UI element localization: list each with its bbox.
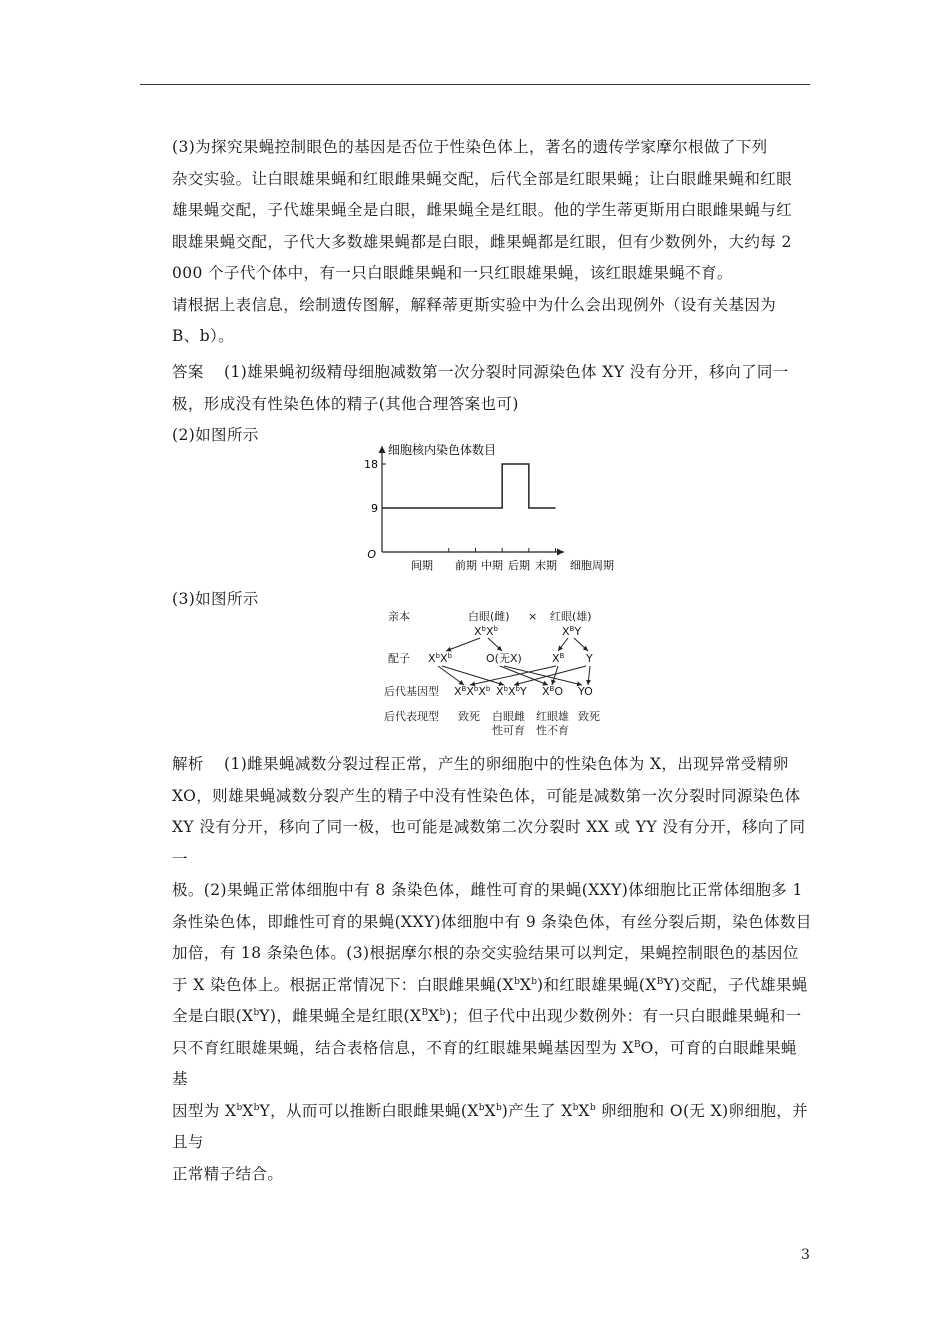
analysis-line: 正常精子结合。: [172, 1164, 284, 1183]
analysis-label: 解析: [172, 755, 204, 773]
answer-part-2: (2)如图所示: [172, 426, 259, 444]
chromosome-count-line: [382, 464, 556, 508]
answer-block: [172, 357, 812, 452]
question-3: [172, 132, 812, 353]
q3-line: (3)为探究果蝇控制眼色的基因是否位于性染色体上，著名的遗传学家摩尔根做了下列: [172, 138, 768, 156]
x-label-interphase: 间期: [411, 559, 433, 572]
row-label-offspring-phenotype: 后代表现型: [384, 710, 439, 723]
q3-line: 眼雄果蝇交配，子代大多数雄果蝇都是白眼，雌果蝇都是红眼，但有少数例外，大约每 2: [172, 232, 792, 251]
offspring-xBxbxb: $X^BX^bX^b$: [454, 685, 491, 698]
gamete-y: Y: [586, 652, 593, 665]
gamete-xbxb: $X^bX^b$: [428, 652, 452, 665]
arrow: [488, 638, 502, 651]
y-tick-label: 18: [364, 458, 378, 471]
phenotype-red-male: 红眼雄: [536, 710, 569, 723]
gamete-xB: $X^B$: [552, 652, 565, 665]
gamete-o: O(无X): [486, 652, 522, 665]
x-label-telophase: 末期: [535, 559, 557, 572]
arrow: [558, 638, 568, 651]
q3-line: 雄果蝇交配，子代雄果蝇全是白眼，雌果蝇全是红眼。他的学生蒂更斯用白眼雌果蝇与红: [172, 201, 793, 219]
q3-line: B、b）。: [172, 327, 235, 345]
answer-part-3: (3)如图所示: [172, 590, 259, 608]
arrow: [552, 666, 558, 685]
offspring-xBO: $X^BO$: [542, 685, 564, 698]
answer-line: 极，形成没有性染色体的精子(其他合理答案也可): [172, 394, 519, 413]
genetic-cross-diagram: [380, 606, 620, 740]
cross-symbol: ×: [528, 610, 538, 623]
phenotype-white-female-fertile: 性可育: [492, 724, 525, 737]
y-tick-label: 9: [371, 502, 378, 515]
x-label-anaphase: 后期: [508, 559, 530, 572]
chromosome-graph: [360, 440, 630, 576]
x-axis-label: 细胞周期: [570, 559, 614, 572]
analysis-line: 加倍，有 18 条染色体。(3)根据摩尔根的杂交实验结果可以判定，果蝇控制眼色的基因位: [172, 944, 799, 962]
arrow: [446, 638, 480, 651]
analysis-line: XY 没有分开，移向了同一极，也可能是减数第二次分裂时 XX 或 YY 没有分开，移向了同一: [172, 818, 806, 868]
phenotype-lethal: 致死: [578, 710, 600, 723]
analysis-block: [172, 749, 812, 1190]
analysis-line: 条性染色体，即雌性可育的果蝇(XXY)体细胞中有 9 条染色体，有丝分裂后期，染色体数目: [172, 912, 812, 931]
male-genotype: $X^BY$: [562, 625, 582, 638]
female-genotype: $X^bX^b$: [474, 625, 498, 638]
header-rule: [140, 84, 810, 85]
q3-line: 请根据上表信息，绘制遗传图解，解释蒂更斯实验中为什么会出现例外（设有关基因为: [172, 295, 777, 314]
q3-line: 杂交实验。让白眼雄果蝇和红眼雌果蝇交配，后代全部是红眼果蝇；让白眼雌果蝇和红眼: [172, 169, 793, 188]
q3-line: 000 个子代个体中，有一只白眼雌果蝇和一只红眼雄果蝇，该红眼雄果蝇不育。: [172, 264, 733, 282]
analysis-line: XO，则雄果蝇减数分裂产生的精子中没有性染色体，可能是减数第一次分裂时同源染色体: [172, 786, 801, 805]
answer-line: (1)雄果蝇初级精母细胞减数第一次分裂时同源染色体 XY 没有分开，移向了同一: [224, 363, 789, 381]
offspring-yo: YO: [578, 685, 593, 698]
page-number: 3: [801, 1247, 810, 1263]
male-parent-label: 红眼(雄): [550, 610, 592, 623]
row-label-gametes: 配子: [388, 652, 410, 665]
analysis-line: 极。(2)果蝇正常体细胞中有 8 条染色体，雌性可育的果蝇(XXY)体细胞比正常体细胞多 1: [172, 881, 803, 899]
phenotype-red-male-sterile: 性不育: [536, 724, 569, 737]
female-parent-label: 白眼(雌): [468, 610, 510, 623]
analysis-line: 因型为 $X^bX^bY$，从而可以推断白眼雌果蝇$(X^bX^b)$产生了 $X^bX^b$ 卵细胞和 O(无 X)卵细胞，并且与: [172, 1101, 809, 1151]
row-label-offspring-genotype: 后代基因型: [384, 685, 439, 698]
analysis-line: 只不育红眼雄果蝇，结合表格信息，不育的红眼雄果蝇基因型为 $X^BO$，可育的白眼雌果蝇基: [172, 1038, 797, 1088]
phenotype-lethal: 致死: [458, 710, 480, 723]
analysis-line: 全是白眼$(X^bY)$，雌果蝇全是红眼$(X^BX^b)$；但子代中出现少数例外：有一只白眼雌果蝇和一: [172, 1007, 802, 1025]
analysis-line: (1)雌果蝇减数分裂过程正常，产生的卵细胞中的性染色体为 X，出现异常受精卵: [224, 755, 789, 773]
x-label-metaphase: 中期: [481, 559, 503, 572]
arrow: [588, 666, 590, 685]
phenotype-white-female: 白眼雌: [492, 710, 525, 723]
origin-label: O: [367, 548, 376, 561]
analysis-line: 于 X 染色体上。根据正常情况下：白眼雌果蝇$(X^bX^b)$和红眼雄果蝇$(X^BY)$交配，子代雄果蝇: [172, 975, 808, 994]
x-label-prophase: 前期: [455, 559, 477, 572]
answer-label: 答案: [172, 363, 204, 381]
arrow: [574, 638, 588, 651]
graph-title: 细胞核内染色体数目: [388, 443, 497, 457]
row-label-parents: 亲本: [388, 610, 410, 623]
offspring-xbxbY: $X^bX^bY$: [496, 685, 527, 698]
